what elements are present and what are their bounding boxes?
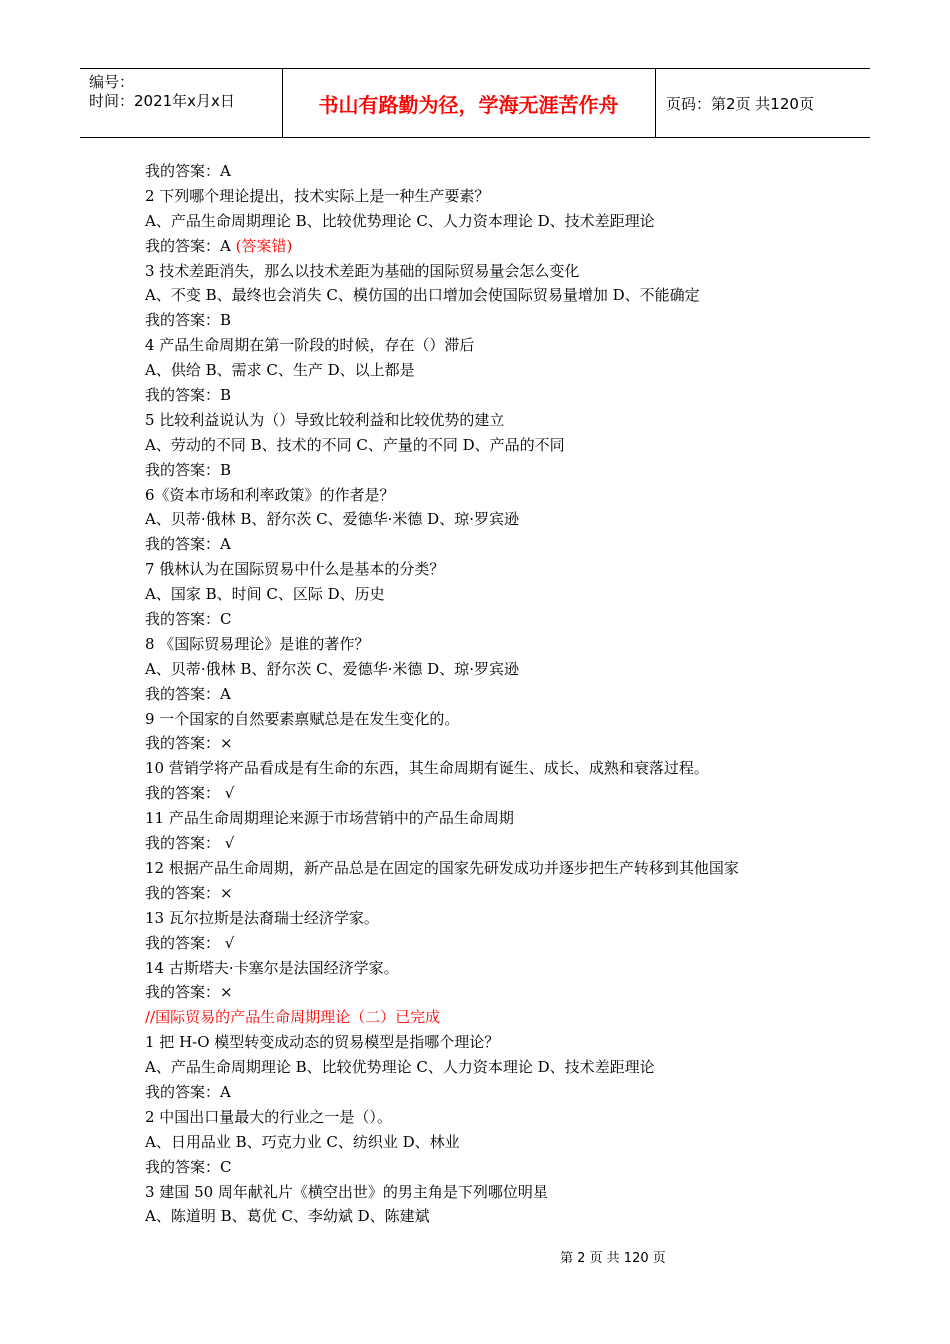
line-text: A、陈道明 B、葛优 C、李幼斌 D、陈建斌 bbox=[145, 1207, 430, 1226]
line-red-note: //国际贸易的产品生命周期理论（二）已完成 bbox=[145, 1008, 441, 1027]
text-line bbox=[145, 358, 865, 383]
line-text: 我的答案：× bbox=[145, 734, 233, 753]
text-line bbox=[145, 1105, 865, 1130]
line-text: 我的答案：B bbox=[145, 386, 232, 405]
page-footer: 第 2 页 共 120 页 bbox=[560, 1251, 666, 1266]
text-line bbox=[145, 931, 865, 956]
text-line bbox=[145, 657, 865, 682]
line-text: A、产品生命周期理论 B、比较优势理论 C、人力资本理论 D、技术差距理论 bbox=[145, 211, 655, 230]
text-line bbox=[145, 1055, 865, 1080]
line-text: 我的答案：B bbox=[145, 311, 232, 330]
line-text: 我的答案： √ bbox=[145, 784, 235, 803]
text-line bbox=[145, 383, 865, 408]
line-text: 我的答案： √ bbox=[145, 933, 235, 952]
text-line bbox=[145, 1005, 865, 1030]
text-line bbox=[145, 607, 865, 632]
header-number-label: 编号： bbox=[89, 73, 135, 91]
text-line bbox=[145, 1030, 865, 1055]
line-text: A、劳动的不同 B、技术的不同 C、产量的不同 D、产品的不同 bbox=[145, 435, 565, 454]
text-line bbox=[145, 881, 865, 906]
line-text: 我的答案：× bbox=[145, 983, 233, 1002]
line-text: 我的答案：A bbox=[145, 162, 231, 180]
text-line bbox=[145, 1204, 865, 1229]
line-text: A、产品生命周期理论 B、比较优势理论 C、人力资本理论 D、技术差距理论 bbox=[145, 1058, 655, 1077]
line-text: 我的答案：A bbox=[145, 535, 231, 554]
line-text: 我的答案：C bbox=[145, 1157, 232, 1176]
text-line bbox=[145, 234, 865, 259]
text-line bbox=[145, 781, 865, 806]
text-line bbox=[145, 408, 865, 433]
line-text: A、不变 B、最终也会消失 C、模仿国的出口增加会使国际贸易量增加 D、不能确定 bbox=[145, 286, 700, 305]
line-text: 3 技术差距消失，那么以技术差距为基础的国际贸易量会怎么变化 bbox=[145, 261, 580, 280]
text-line bbox=[145, 333, 865, 358]
line-text: 13 瓦尔拉斯是法裔瑞士经济学家。 bbox=[145, 908, 379, 927]
line-text: 6《资本市场和利率政策》的作者是？ bbox=[145, 485, 395, 504]
text-line bbox=[145, 707, 865, 732]
line-text: A、贝蒂·俄林 B、舒尔茨 C、爱德华·米德 D、琼·罗宾逊 bbox=[145, 659, 519, 678]
line-text: 2 下列哪个理论提出，技术实际上是一种生产要素？ bbox=[145, 186, 490, 205]
line-text: 7 俄林认为在国际贸易中什么是基本的分类？ bbox=[145, 560, 445, 579]
line-text: A、日用品业 B、巧克力业 C、纺织业 D、林业 bbox=[145, 1132, 460, 1151]
text-line bbox=[145, 308, 865, 333]
line-text: 我的答案：C bbox=[145, 610, 232, 629]
line-text: A、贝蒂·俄林 B、舒尔茨 C、爱德华·米德 D、琼·罗宾逊 bbox=[145, 510, 519, 529]
line-text: 我的答案：× bbox=[145, 883, 233, 902]
line-text: 9 一个国家的自然要素禀赋总是在发生变化的。 bbox=[145, 709, 460, 728]
text-line bbox=[145, 209, 865, 234]
text-line bbox=[145, 1130, 865, 1155]
text-line bbox=[145, 856, 865, 881]
line-text: 11 产品生命周期理论来源于市场营销中的产品生命周期 bbox=[145, 809, 514, 828]
line-text: 3 建国 50 周年献礼片《横空出世》的男主角是下列哪位明星 bbox=[145, 1182, 548, 1201]
line-text: 12 根据产品生命周期，新产品总是在固定的国家先研发成功并逐步把生产转移到其他国家 bbox=[145, 858, 739, 877]
text-line bbox=[145, 433, 865, 458]
line-text: 我的答案： √ bbox=[145, 834, 235, 853]
line-text: 我的答案：A bbox=[145, 236, 236, 255]
text-line bbox=[145, 483, 865, 508]
line-text: 我的答案：A bbox=[145, 1082, 231, 1101]
text-line bbox=[145, 532, 865, 557]
line-text: 我的答案：B bbox=[145, 460, 232, 479]
line-text: 4 产品生命周期在第一阶段的时候，存在（）滞后 bbox=[145, 336, 475, 355]
line-text: A、国家 B、时间 C、区际 D、历史 bbox=[145, 585, 385, 604]
header-divider-right bbox=[655, 69, 656, 137]
text-line bbox=[145, 831, 865, 856]
text-line bbox=[145, 806, 865, 831]
text-line bbox=[145, 184, 865, 209]
document-body bbox=[145, 159, 865, 1229]
line-text: 我的答案：A bbox=[145, 684, 231, 703]
text-line bbox=[145, 906, 865, 931]
header-page-info: 页码：第2页 共120页 bbox=[666, 94, 814, 113]
text-line bbox=[145, 731, 865, 756]
text-line bbox=[145, 259, 865, 284]
text-line bbox=[145, 458, 865, 483]
text-line bbox=[145, 956, 865, 981]
header-motto: 书山有路勤为径，学海无涯苦作舟 bbox=[318, 92, 619, 117]
line-text: 14 古斯塔夫·卡塞尔是法国经济学家。 bbox=[145, 958, 399, 977]
text-line bbox=[145, 682, 865, 707]
line-red-note: (答案错) bbox=[235, 236, 293, 255]
header-time-label: 时间：2021年x月x日 bbox=[89, 92, 235, 110]
text-line bbox=[145, 1080, 865, 1105]
line-text: A、供给 B、需求 C、生产 D、以上都是 bbox=[145, 361, 415, 380]
text-line bbox=[145, 1180, 865, 1205]
line-text: 2 中国出口量最大的行业之一是（）。 bbox=[145, 1107, 392, 1126]
page-header bbox=[80, 68, 870, 138]
header-meta bbox=[89, 73, 235, 111]
text-line bbox=[145, 582, 865, 607]
line-text: 10 营销学将产品看成是有生命的东西，其生命周期有诞生、成长、成熟和衰落过程。 bbox=[145, 759, 709, 778]
text-line bbox=[145, 557, 865, 582]
text-line bbox=[145, 1155, 865, 1180]
text-line bbox=[145, 159, 865, 184]
line-text: 5 比较利益说认为（）导致比较利益和比较优势的建立 bbox=[145, 410, 505, 429]
text-line bbox=[145, 980, 865, 1005]
text-line bbox=[145, 283, 865, 308]
text-line bbox=[145, 507, 865, 532]
line-text: 1 把 H-O 模型转变成动态的贸易模型是指哪个理论？ bbox=[145, 1033, 500, 1052]
line-text: 8 《国际贸易理论》是谁的著作？ bbox=[145, 634, 370, 653]
text-line bbox=[145, 632, 865, 657]
text-line bbox=[145, 756, 865, 781]
